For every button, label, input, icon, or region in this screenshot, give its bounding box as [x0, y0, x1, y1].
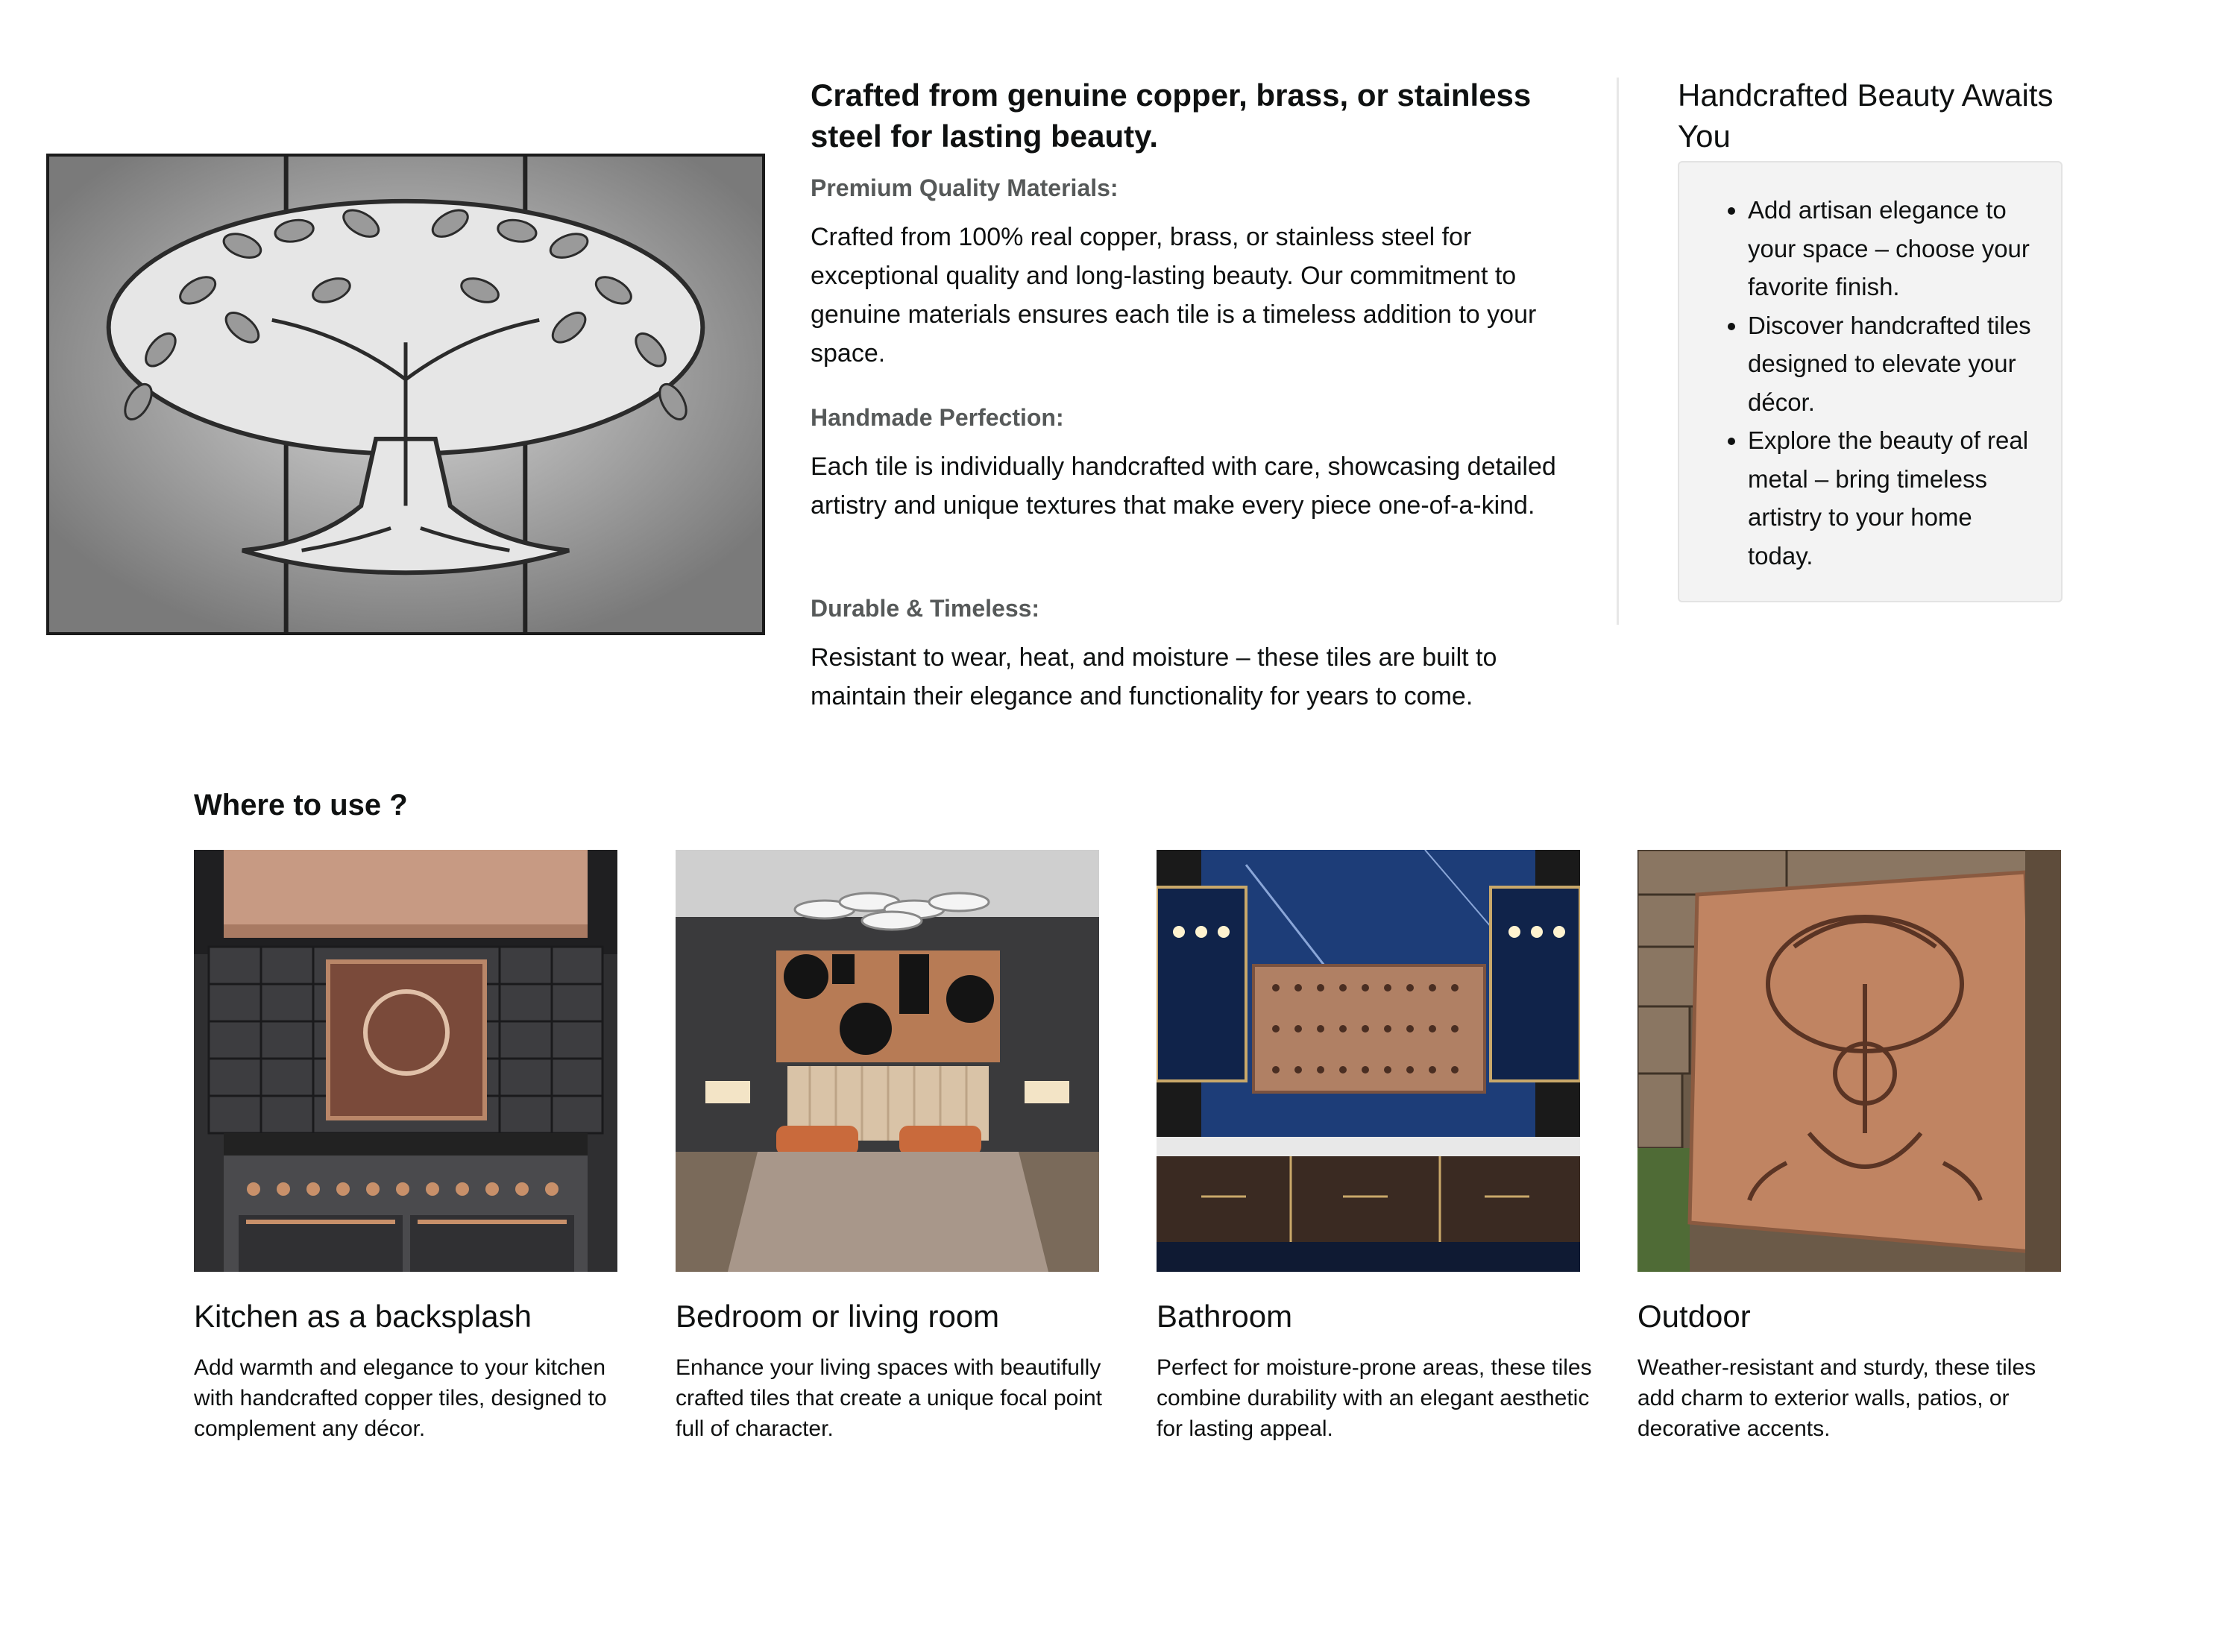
section-body-materials: Crafted from 100% real copper, brass, or stainless steel for exceptional quality and long-lasting beauty. Our commitment to genuine materials ensures each tile is a timeless addition to your space.	[811, 223, 1537, 368]
bedroom-scene-icon	[676, 850, 1099, 1272]
bathroom-scene-icon	[1157, 850, 1580, 1272]
sidebar-bullet-list	[1679, 163, 2061, 575]
section-title-handmade: Handmade Perfection:	[811, 404, 1064, 431]
sidebar-bullet-box	[1678, 161, 2063, 602]
kitchen-image	[194, 850, 617, 1272]
section-body-durable: Resistant to wear, heat, and moisture – these tiles are built to maintain their elegance and functionality for years to come.	[811, 643, 1497, 710]
headline: Crafted from genuine copper, brass, or stainless steel for lasting beauty.	[811, 78, 1532, 154]
card-title-bedroom: Bedroom or living room	[676, 1299, 1000, 1334]
bathroom-image	[1157, 850, 1580, 1272]
kitchen-scene-icon	[194, 850, 617, 1272]
card-title-kitchen: Kitchen as a backsplash	[194, 1299, 532, 1334]
sidebar-bullet: • Add artisan elegance to your space – choose your favorite finish.	[1748, 191, 2039, 306]
card-desc-kitchen: Add warmth and elegance to your kitchen with handcrafted copper tiles, designed to complement any décor.	[194, 1355, 607, 1441]
outdoor-image	[1637, 850, 2061, 1272]
sidebar-title: Handcrafted Beauty Awaits You	[1678, 78, 2054, 154]
column-divider	[1617, 78, 1619, 625]
hero-image	[46, 154, 765, 635]
card-title-outdoor: Outdoor	[1637, 1299, 1751, 1334]
section-title-materials: Premium Quality Materials:	[811, 174, 1118, 201]
tree-of-life-icon	[49, 157, 762, 632]
card-title-bathroom: Bathroom	[1157, 1299, 1293, 1334]
outdoor-scene-icon	[1637, 850, 2061, 1272]
sidebar-bullet: • Discover handcrafted tiles designed to elevate your décor.	[1748, 306, 2039, 422]
card-desc-bathroom: Perfect for moisture-prone areas, these tiles combine durability with an elegant aesthetic for lasting appeal.	[1157, 1355, 1592, 1441]
card-desc-outdoor: Weather-resistant and sturdy, these tiles add charm to exterior walls, patios, or decorative accents.	[1637, 1355, 2036, 1441]
section-title-durable: Durable & Timeless:	[811, 595, 1040, 622]
sidebar-bullet: • Explore the beauty of real metal – bring timeless artistry to your home today.	[1748, 421, 2039, 575]
where-to-use-title: Where to use ?	[194, 789, 408, 822]
section-body-handmade: Each tile is individually handcrafted with care, showcasing detailed artistry and unique textures that make every piece one-of-a-kind.	[811, 453, 1556, 520]
bedroom-image	[676, 850, 1099, 1272]
card-desc-bedroom: Enhance your living spaces with beautifully crafted tiles that create a unique focal point full of character.	[676, 1355, 1103, 1441]
